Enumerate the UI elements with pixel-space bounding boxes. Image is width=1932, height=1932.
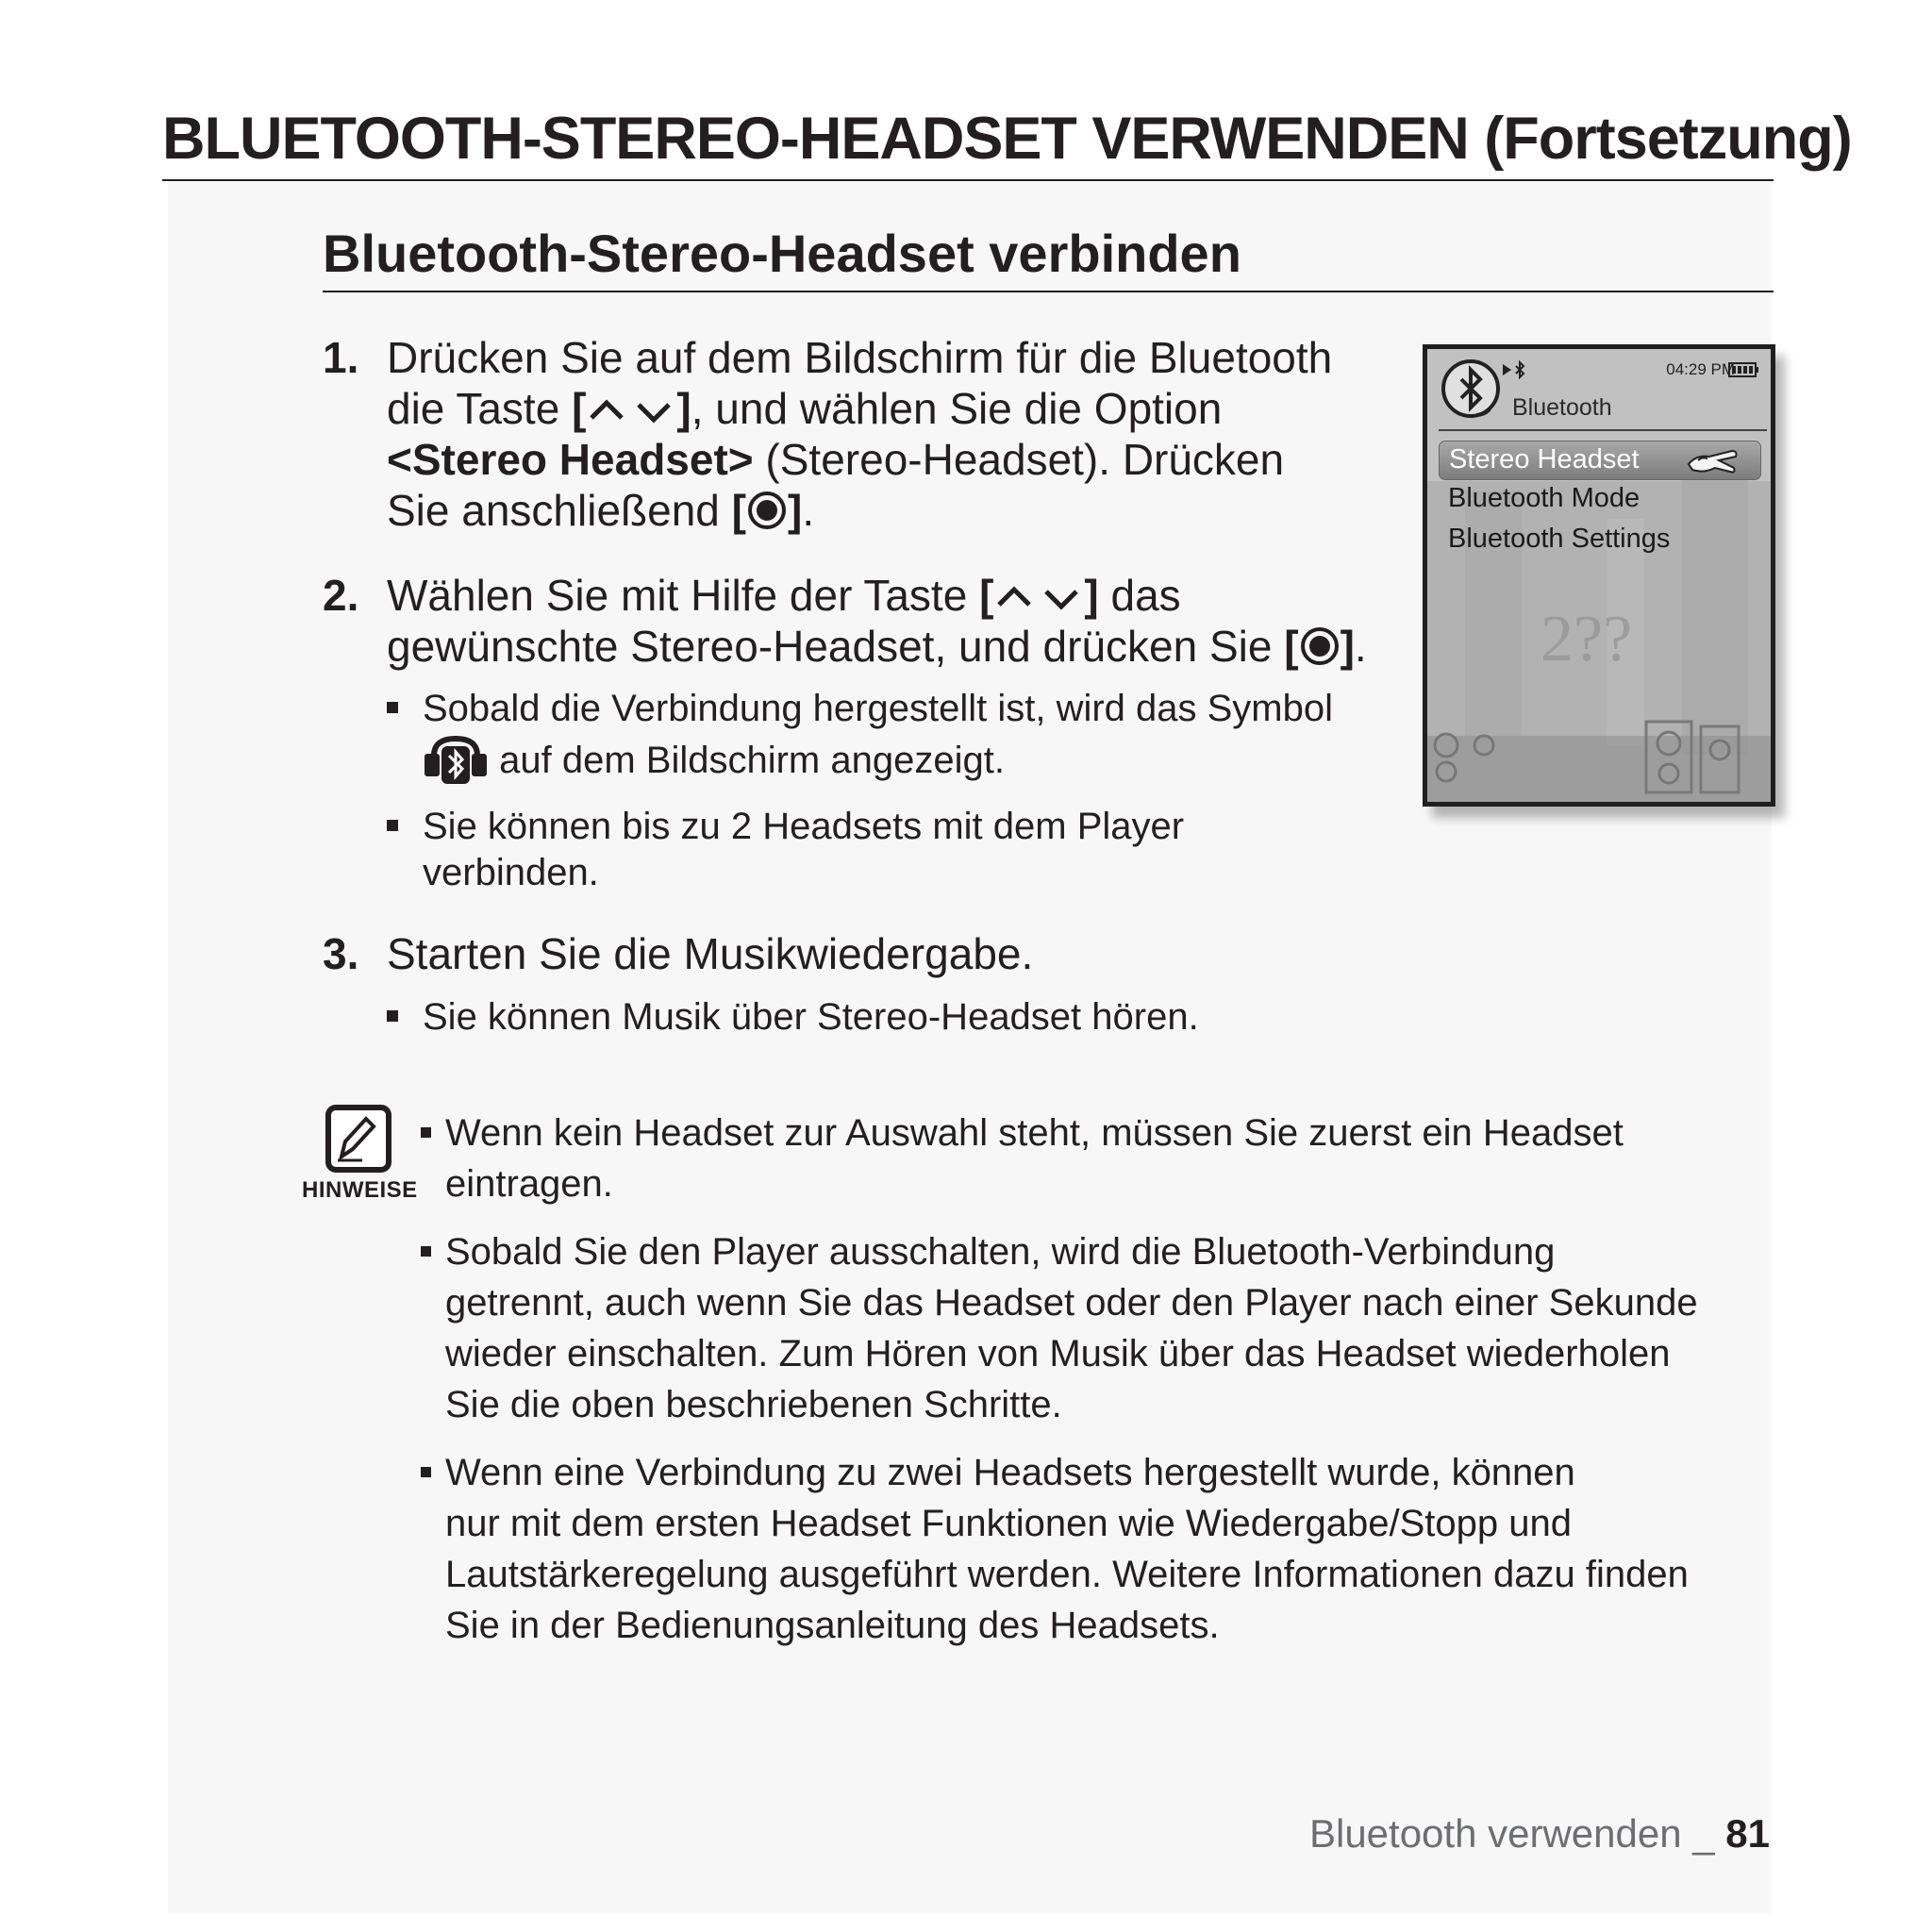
step-text xyxy=(387,332,1332,536)
text-segment: Wählen Sie mit Hilfe der Taste xyxy=(387,571,980,620)
step-line: Drücken Sie auf dem Bildschirm für die Bluetooth xyxy=(387,333,1333,382)
step-line: Starten Sie die Musikwiedergabe. xyxy=(387,929,1034,978)
bluetooth-small-icon xyxy=(1516,362,1524,377)
bullet-square xyxy=(421,1467,431,1477)
bullet-line: verbinden. xyxy=(423,852,599,893)
key-bracket: [ xyxy=(979,571,994,620)
menu-item[interactable]: Bluetooth Settings xyxy=(1448,524,1671,554)
text-segment: (Stereo-Headset). Drücken xyxy=(753,435,1285,484)
key-bracket: [ xyxy=(1284,622,1299,671)
note-line: Sie die oben beschriebenen Schritte. xyxy=(445,1384,1062,1425)
select-button-icon xyxy=(746,490,788,531)
note-label: HINWEISE xyxy=(302,1177,418,1203)
note-line: Wenn kein Headset zur Auswahl steht, müssen Sie zuerst ein Headset xyxy=(445,1112,1624,1154)
step-number: 2. xyxy=(323,571,359,620)
text-segment: gewünschte Stereo-Headset, und drücken Sie xyxy=(387,622,1285,671)
bullet-line xyxy=(423,732,1333,789)
footer-section: Bluetooth verwenden _ xyxy=(1308,1811,1726,1856)
key-bracket: [ xyxy=(731,486,746,535)
bluetooth-icon xyxy=(1439,357,1507,425)
step-text xyxy=(387,928,1033,979)
bullet-line: Sie können bis zu 2 Headsets mit dem Player xyxy=(423,806,1185,847)
bullet-line: Sie können Musik über Stereo-Headset hören. xyxy=(423,996,1199,1038)
menu-item[interactable]: Bluetooth Mode xyxy=(1448,483,1641,513)
text-segment: die Taste xyxy=(387,384,573,433)
bullet-square xyxy=(387,1010,398,1022)
page-title: BLUETOOTH-STEREO-HEADSET VERWENDEN (Fortsetzung) xyxy=(162,102,1774,181)
menu-item-selected[interactable] xyxy=(1439,441,1761,480)
device-screenshot xyxy=(1423,344,1775,807)
menu-item-label: Stereo Headset xyxy=(1449,444,1640,475)
bullet-square xyxy=(387,702,398,713)
up-down-arrow-icon xyxy=(586,393,676,427)
text-segment: auf dem Bildschirm angezeigt. xyxy=(489,740,1005,781)
key-bracket: ] xyxy=(1340,622,1355,671)
note-line: Lautstärkeregelung ausgeführt werden. Weitere Informationen dazu finden xyxy=(445,1554,1689,1595)
note-line: Wenn eine Verbindung zu zwei Headsets hergestellt wurde, können xyxy=(445,1452,1575,1493)
note-line: Sie in der Bedienungsanleitung des Headsets. xyxy=(445,1605,1220,1646)
page-footer xyxy=(1309,1811,1770,1857)
section-title: Bluetooth-Stereo-Headset verbinden xyxy=(323,221,1774,292)
clock: 04:29 PM xyxy=(1666,360,1735,378)
key-bracket: ] xyxy=(676,384,691,433)
divider xyxy=(1439,429,1767,431)
key-bracket: ] xyxy=(788,486,803,535)
step-line xyxy=(387,485,1332,536)
text-segment: das xyxy=(1098,571,1181,620)
svg-text:2??: 2?? xyxy=(1541,603,1633,675)
step-line xyxy=(387,383,1332,434)
step-number: 1. xyxy=(323,333,359,382)
select-button-icon xyxy=(1299,625,1341,667)
play-icon xyxy=(1503,364,1511,375)
pointing-hand-icon xyxy=(1687,445,1740,475)
screen-title: Bluetooth xyxy=(1512,394,1612,421)
note-line: eintragen. xyxy=(445,1163,613,1205)
note-line: getrennt, auch wenn Sie das Headset oder den Player nach einer Sekunde xyxy=(445,1282,1698,1324)
bullet-square xyxy=(421,1246,431,1257)
step-line xyxy=(387,570,1367,621)
page-number: 81 xyxy=(1725,1811,1770,1856)
step-text xyxy=(387,570,1367,672)
text-segment: . xyxy=(1354,622,1367,671)
text-segment: . xyxy=(802,486,815,535)
bullet-square xyxy=(387,820,398,831)
key-bracket: [ xyxy=(572,384,587,433)
option-name: <Stereo Headset> xyxy=(387,435,754,484)
note-pencil-icon xyxy=(325,1104,392,1174)
note-line: Sobald Sie den Player ausschalten, wird die Bluetooth-Verbindung xyxy=(445,1231,1556,1273)
key-bracket: ] xyxy=(1084,571,1099,620)
up-down-arrow-icon xyxy=(993,580,1084,614)
step-line xyxy=(387,621,1367,672)
bluetooth-headset-icon xyxy=(423,735,489,786)
step-line xyxy=(387,434,1332,485)
note-line: wieder einschalten. Zum Hören von Musik über das Headset wiederholen xyxy=(445,1333,1671,1374)
text-segment: Sie anschließend xyxy=(387,486,732,535)
step-number: 3. xyxy=(323,929,359,978)
note-line: nur mit dem ersten Headset Funktionen wie Wiedergabe/Stopp und xyxy=(445,1503,1573,1544)
bullet-square xyxy=(421,1127,431,1138)
bullet-line: Sobald die Verbindung hergestellt ist, wird das Symbol xyxy=(423,688,1333,729)
text-segment: , und wählen Sie die Option xyxy=(691,384,1223,433)
